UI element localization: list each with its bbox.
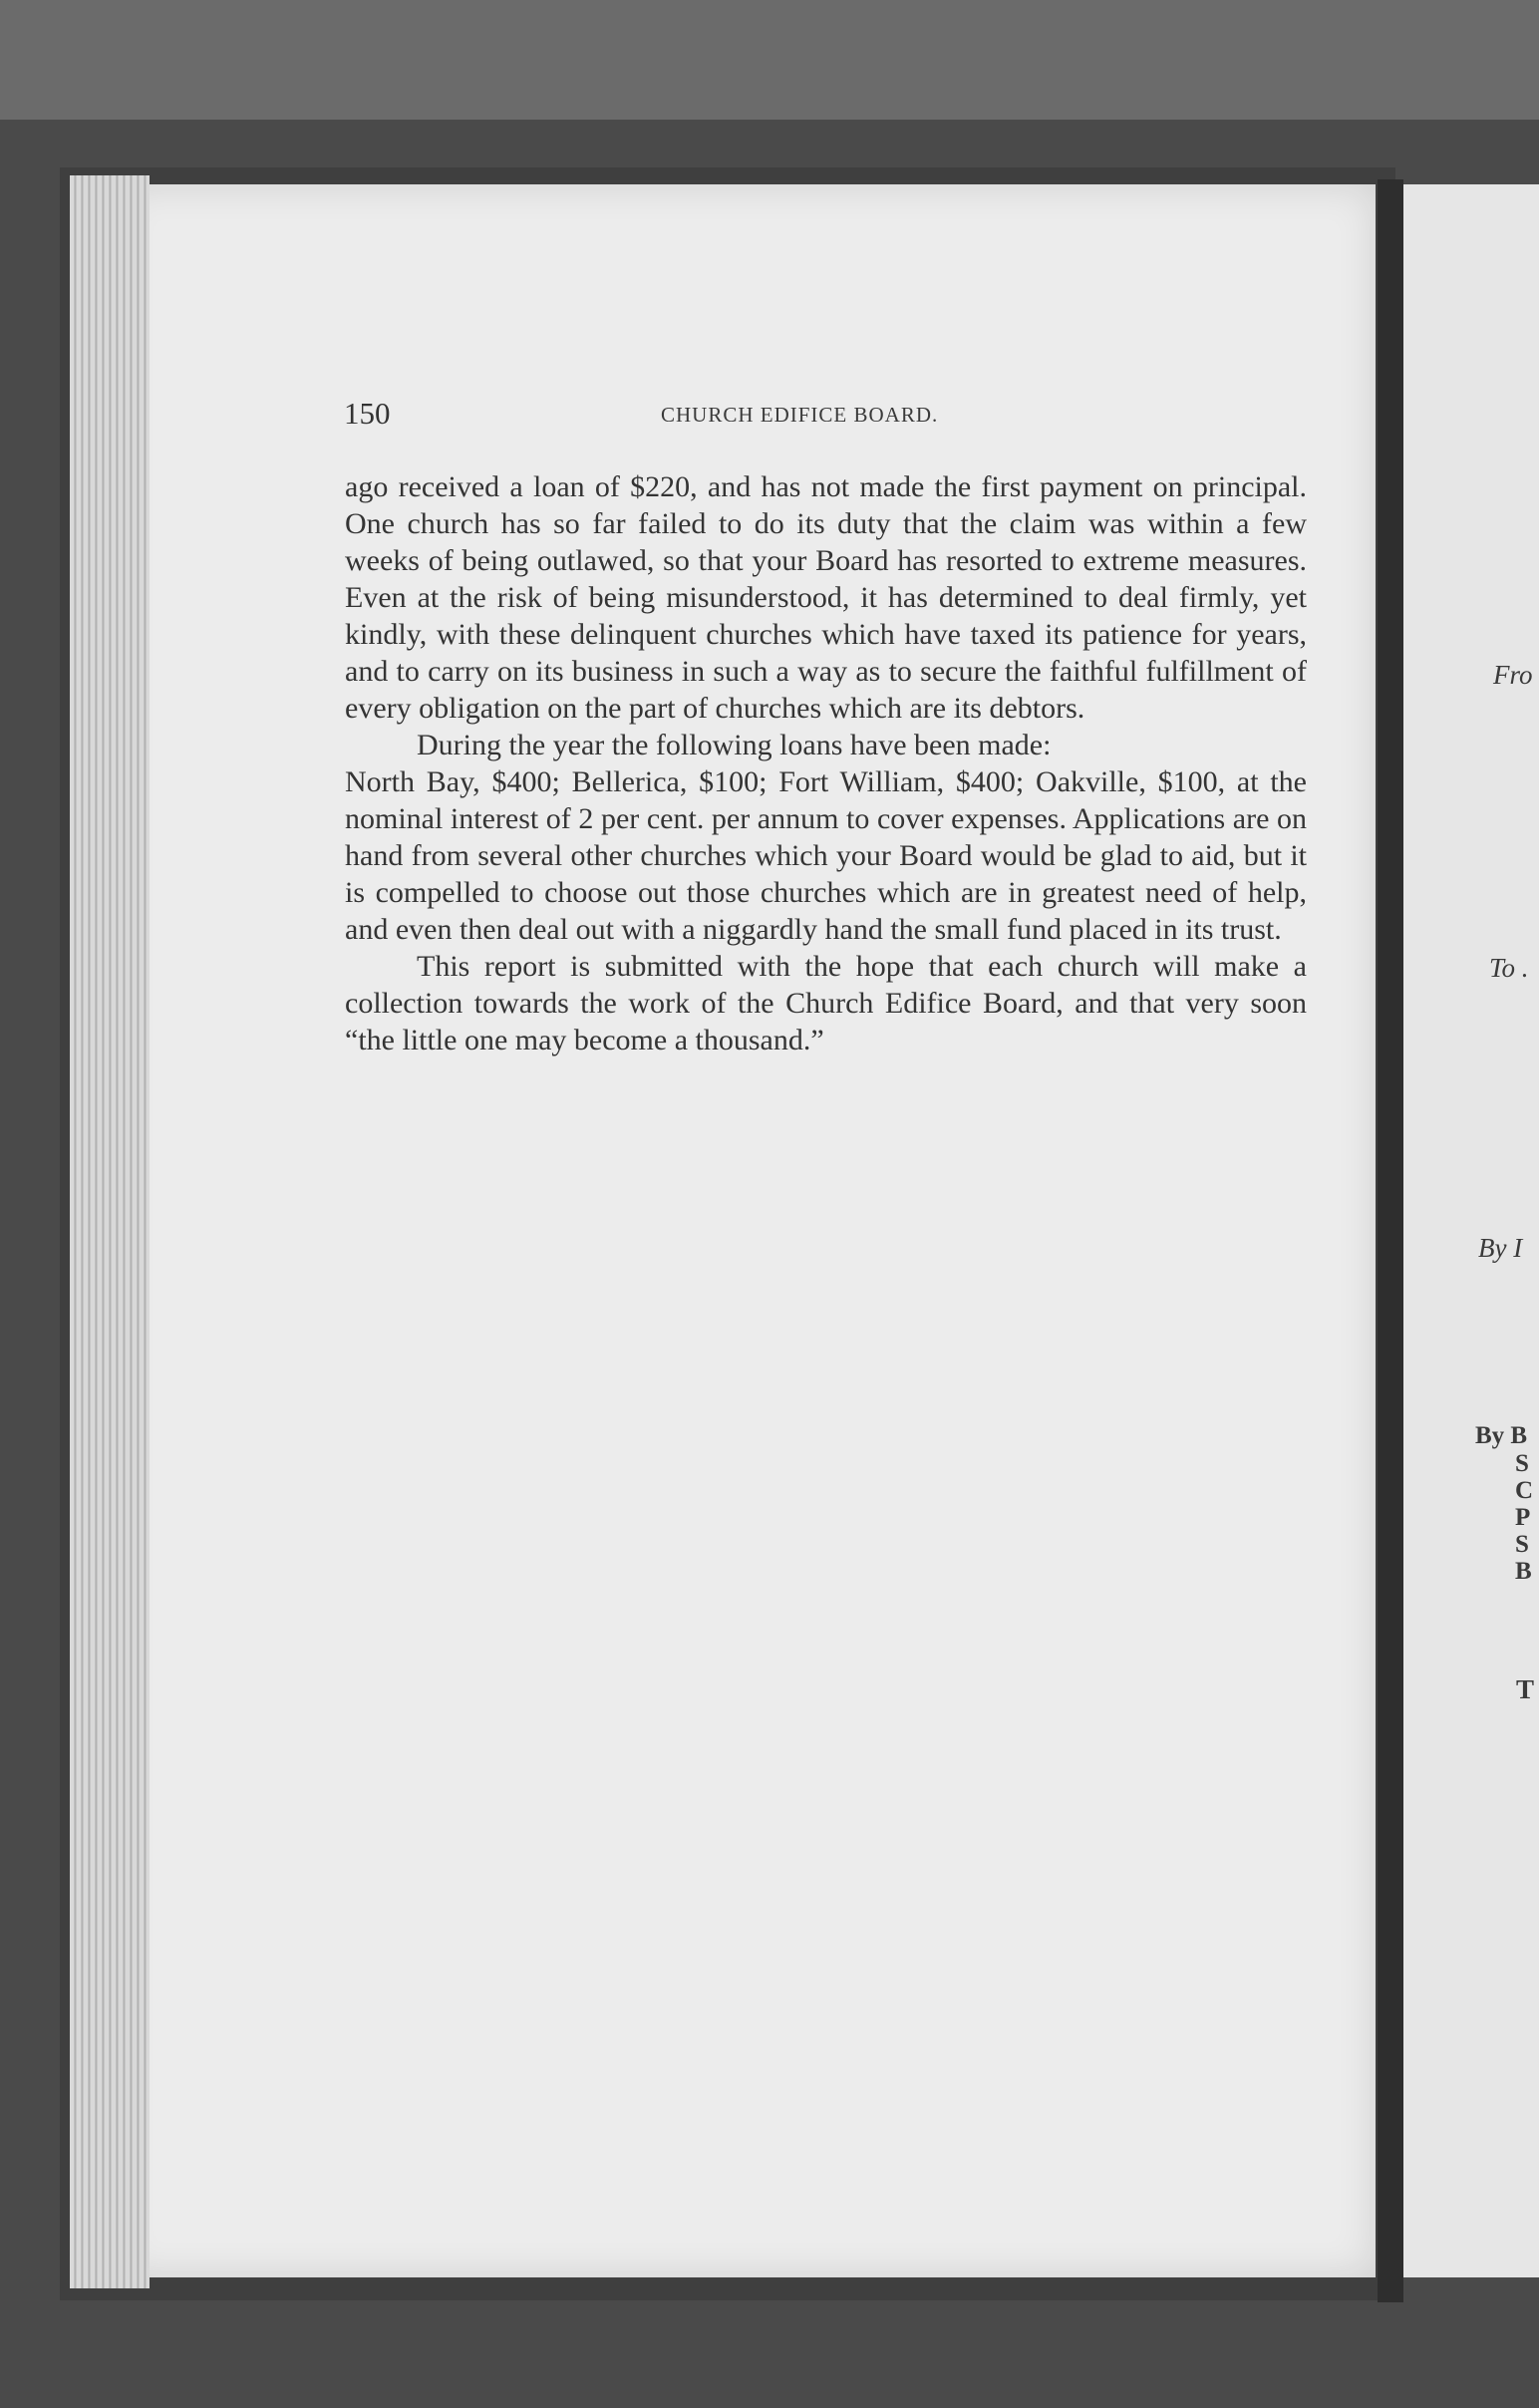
running-head <box>344 396 1311 436</box>
body-text <box>345 468 1307 1058</box>
scanner-background <box>0 0 1539 120</box>
paragraph-2: During the year the following loans have been made: <box>417 729 1052 761</box>
facing-page-t: T <box>1516 1674 1535 1704</box>
paragraph-3: North Bay, $400; Bellerica, $100; Fort William, $400; Oakville, $100, at the nominal interest of 2 per cent. per annum to cover expenses. Applications are on hand from several other churches which your Board would be glad to aid, but it is compelled to choose out those churches which are in greatest need of help, and even then deal out with a niggardly hand the small fund placed in its trust. <box>345 765 1307 946</box>
paragraph-1: ago received a loan of $220, and has not made the first payment on principal. One church has so far failed to do its duty that the claim was within a few weeks of being outlawed, so that your Board has resorted to extreme measures. Even at the risk of being misunderstood, it has determined to deal firmly, yet kindly, with these delinquent churches which have taxed its patience for years, and to carry on its business in such a way as to secure the faithful fulfillment of every obligation on the part of churches which are its debtors. <box>345 470 1307 725</box>
page-number: 150 <box>344 396 391 431</box>
facing-page-to: To . <box>1489 953 1529 983</box>
facing-page-letter: B <box>1515 1558 1532 1585</box>
facing-page-by-italic: By I <box>1478 1233 1523 1263</box>
facing-page-fro: Fro <box>1493 660 1533 690</box>
facing-page-letter: S <box>1515 1450 1529 1477</box>
running-header-title: CHURCH EDIFICE BOARD. <box>661 403 939 427</box>
facing-page-letter: P <box>1515 1504 1531 1531</box>
page-edges <box>70 175 150 2288</box>
book-gutter <box>1378 179 1403 2302</box>
facing-page-letter: S <box>1515 1531 1529 1558</box>
paragraph-4: This report is submitted with the hope that each church will make a collection towards the work of the Church Edifice Board, and that very soon “the little one may become a thousand.” <box>345 950 1307 1056</box>
facing-page-letter: C <box>1515 1477 1534 1504</box>
right-page <box>1403 184 1539 2277</box>
facing-page-column <box>1515 1423 1533 1585</box>
facing-page-by-b: By B <box>1475 1422 1528 1449</box>
